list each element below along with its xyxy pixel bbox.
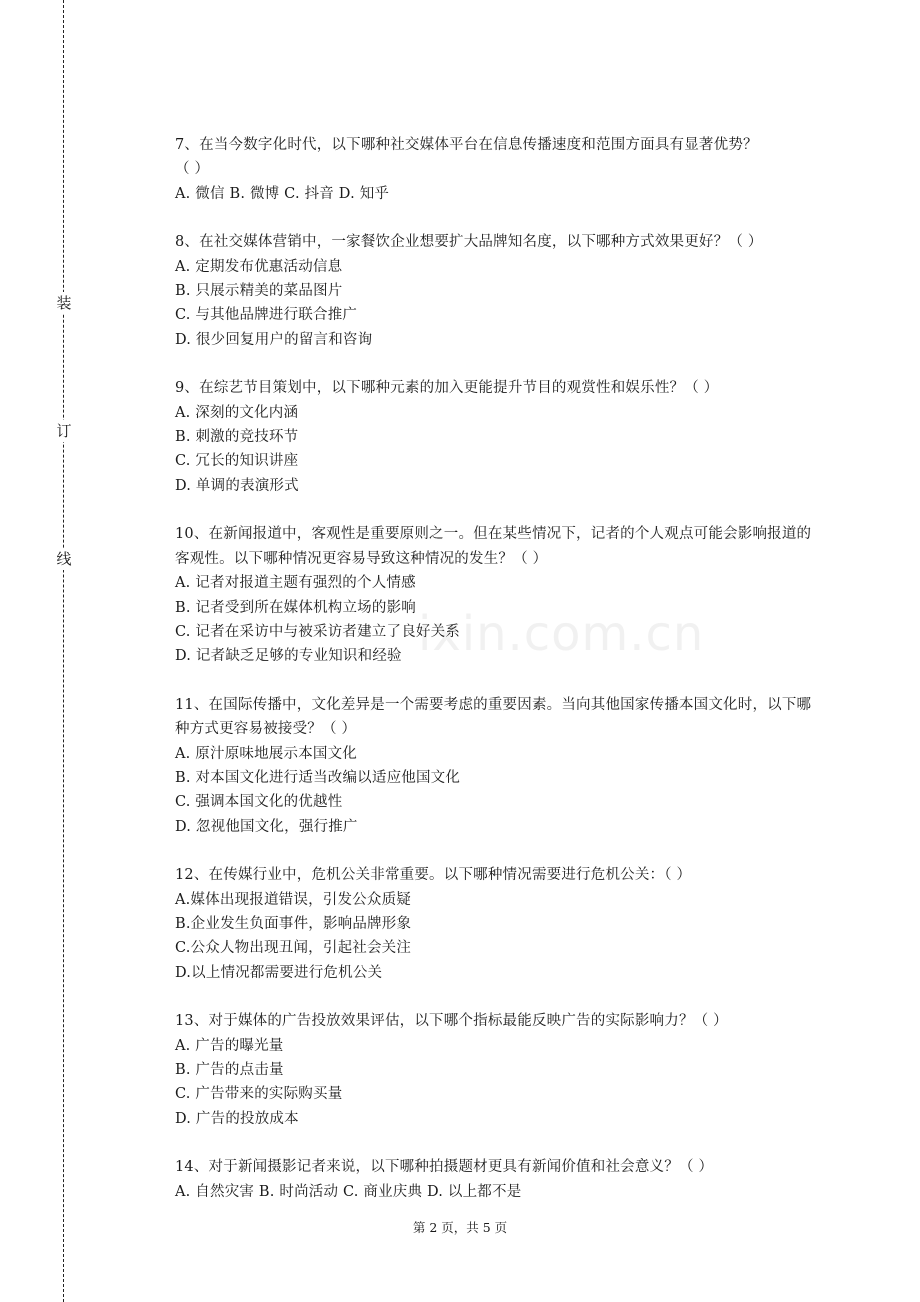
option-a: A.媒体出现报道错误，引发公众质疑 [175, 891, 411, 908]
option-b: B.企业发生负面事件，影响品牌形象 [175, 915, 412, 932]
option-d: D. 单调的表演形式 [175, 477, 299, 494]
option-a: A. 记者对报道主题有强烈的个人情感 [175, 575, 416, 592]
option-d: D. 忽视他国文化，强行推广 [175, 818, 358, 835]
question-8 [175, 230, 825, 352]
option-d: D. 广告的投放成本 [175, 1110, 299, 1127]
option-c: C. 记者在采访中与被采访者建立了良好关系 [175, 623, 460, 640]
question-stem: 9、在综艺节目策划中，以下哪种元素的加入更能提升节目的观赏性和娱乐性？（ ） [175, 380, 719, 397]
question-11 [175, 693, 825, 839]
question-12 [175, 863, 825, 985]
question-stem: 11、在国际传播中，文化差异是一个需要考虑的重要因素。当向其他国家传播本国文化时，以下哪种方式更容易被接受？（ ） [175, 696, 812, 738]
question-13 [175, 1009, 825, 1131]
question-14 [175, 1155, 825, 1204]
option-c: C. 与其他品牌进行联合推广 [175, 307, 358, 324]
option-c: C.公众人物出现丑闻，引起社会关注 [175, 940, 412, 957]
question-10 [175, 522, 825, 668]
option-b: B. 刺激的竞技环节 [175, 429, 299, 446]
option-a: A. 定期发布优惠活动信息 [175, 258, 343, 275]
option-b: B. 广告的点击量 [175, 1062, 284, 1078]
binding-label-ding: 订 [56, 422, 72, 440]
question-9 [175, 376, 825, 498]
option-b: B. 对本国文化进行适当改编以适应他国文化 [175, 769, 461, 786]
question-stem: 13、对于媒体的广告投放效果评估，以下哪个指标最能反映广告的实际影响力？（ ） [175, 1013, 728, 1030]
question-stem: 8、在社交媒体营销中，一家餐饮企业想要扩大品牌知名度，以下哪种方式效果更好？（ ） [175, 234, 763, 251]
option-a: A. 广告的曝光量 [175, 1037, 284, 1054]
question-list [175, 133, 825, 1228]
binding-label-xian: 线 [56, 550, 72, 568]
option-a: A. 深刻的文化内涵 [175, 404, 299, 421]
page-footer: 第 2 页，共 5 页 [412, 1220, 508, 1235]
question-7 [175, 133, 825, 206]
option-d: D.以上情况都需要进行危机公关 [175, 964, 383, 981]
question-stem: 12、在传媒行业中，危机公关非常重要。以下哪种情况需要进行危机公关：（ ） [175, 867, 692, 884]
question-stem: 10、在新闻报道中，客观性是重要原则之一。但在某些情况下，记者的个人观点可能会影响报道的客观性。以下哪种情况更容易导致这种情况的发生？（ ） [175, 526, 812, 567]
binding-dashed-line [63, 0, 64, 1302]
question-stem: 14、对于新闻摄影记者来说，以下哪种拍摄题材更具有新闻价值和社会意义？（ ） [175, 1159, 714, 1176]
option-a: A. 原汁原味地展示本国文化 [175, 745, 357, 762]
answer-blank: （ ） [175, 161, 210, 178]
question-stem: 7、在当今数字化时代，以下哪种社交媒体平台在信息传播速度和范围方面具有显著优势？ [175, 137, 758, 153]
option-b: B. 记者受到所在媒体机构立场的影响 [175, 599, 416, 616]
option-c: C. 冗长的知识讲座 [175, 453, 299, 470]
option-c: C. 强调本国文化的优越性 [175, 794, 343, 811]
option-d: D. 很少回复用户的留言和咨询 [175, 331, 373, 348]
inline-options: A. 自然灾害 B. 时尚活动 C. 商业庆典 D. 以上都不是 [175, 1183, 522, 1200]
inline-options: A. 微信 B. 微博 C. 抖音 D. 知乎 [175, 185, 390, 202]
option-c: C. 广告带来的实际购买量 [175, 1086, 343, 1103]
option-b: B. 只展示精美的菜品图片 [175, 283, 343, 300]
binding-label-zhuang: 装 [56, 294, 72, 312]
watermark: ixin.com.cn [418, 606, 705, 662]
option-d: D. 记者缺乏足够的专业知识和经验 [175, 648, 402, 665]
